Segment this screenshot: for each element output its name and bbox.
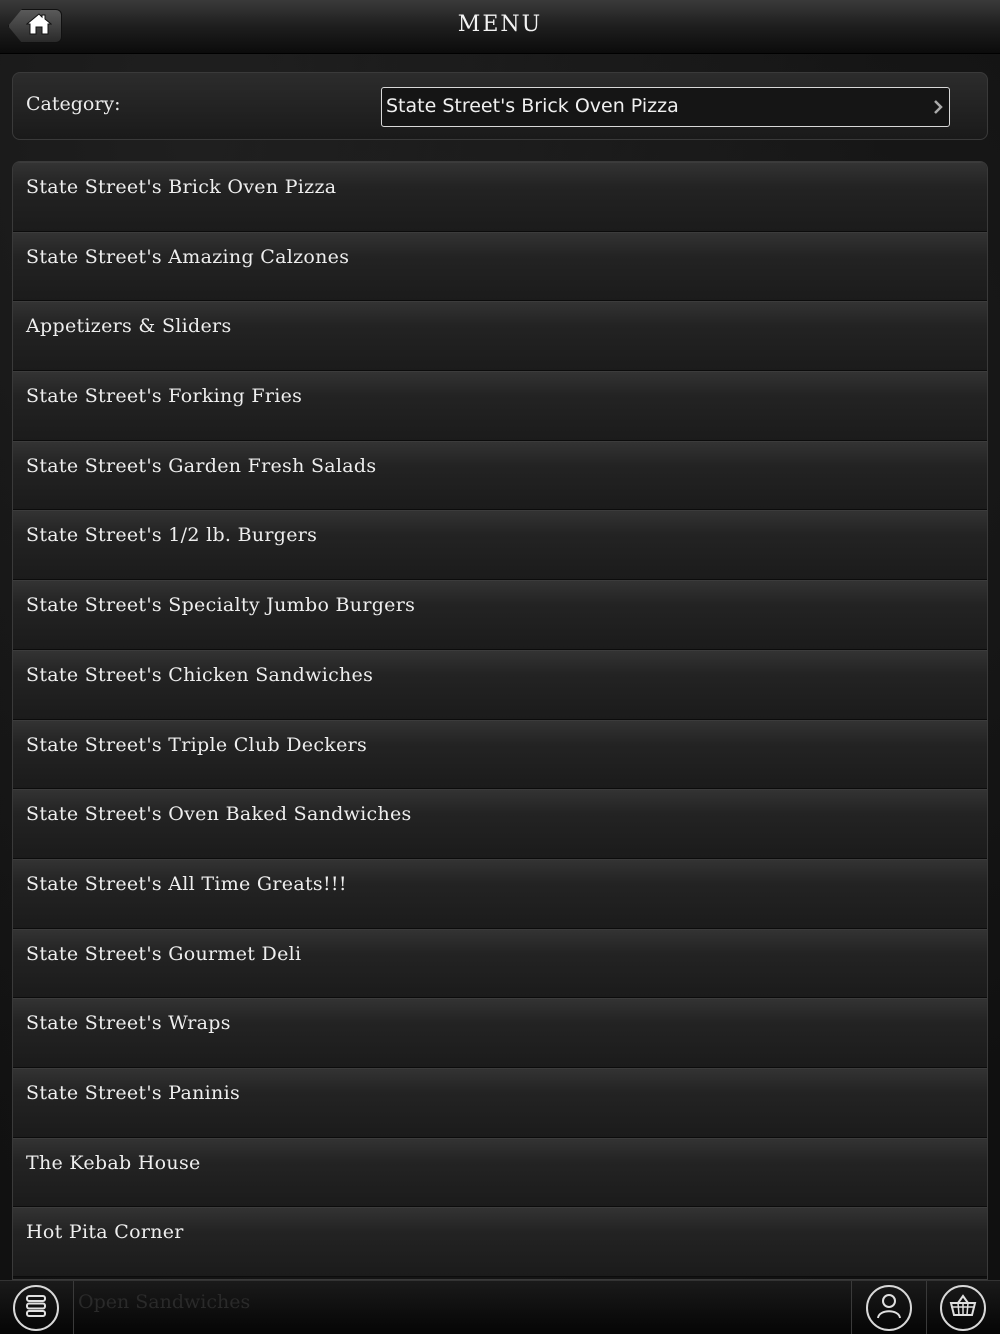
page-title: MENU <box>457 12 543 37</box>
list-item[interactable]: State Street's Triple Club Deckers <box>13 720 987 790</box>
list-item[interactable]: State Street's Wraps <box>13 998 987 1068</box>
toolbar-divider <box>851 1281 852 1334</box>
list-item[interactable]: State Street's Forking Fries <box>13 371 987 441</box>
category-panel <box>12 72 988 140</box>
user-icon <box>874 1291 904 1325</box>
list-item[interactable]: State Street's Chicken Sandwiches <box>13 650 987 720</box>
list-item[interactable]: The Kebab House <box>13 1138 987 1208</box>
account-button[interactable] <box>866 1285 912 1331</box>
category-dropdown[interactable] <box>381 87 950 127</box>
toolbar-divider <box>926 1281 927 1334</box>
top-navbar <box>0 0 1000 54</box>
list-item[interactable]: State Street's Oven Baked Sandwiches <box>13 789 987 859</box>
list-item[interactable]: State Street's All Time Greats!!! <box>13 859 987 929</box>
list-item[interactable]: State Street's Paninis <box>13 1068 987 1138</box>
list-item[interactable]: State Street's Gourmet Deli <box>13 929 987 999</box>
list-item[interactable]: State Street's 1/2 lb. Burgers <box>13 510 987 580</box>
stacked-menu-icon <box>21 1291 51 1325</box>
list-item[interactable]: State Street's Garden Fresh Salads <box>13 441 987 511</box>
list-item[interactable]: State Street's Brick Oven Pizza <box>13 162 987 232</box>
list-item[interactable]: State Street's Amazing Calzones <box>13 232 987 302</box>
bottom-toolbar <box>0 1280 1000 1334</box>
category-list <box>12 161 988 1280</box>
menu-button[interactable] <box>13 1285 59 1331</box>
partial-list-item: Open Sandwiches <box>78 1291 251 1313</box>
basket-icon <box>948 1291 978 1325</box>
list-item[interactable]: Appetizers & Sliders <box>13 301 987 371</box>
chevron-right-icon <box>931 96 945 118</box>
list-item[interactable]: State Street's Specialty Jumbo Burgers <box>13 580 987 650</box>
category-label: Category: <box>26 93 121 115</box>
cart-button[interactable] <box>940 1285 986 1331</box>
category-selected-value: State Street's Brick Oven Pizza <box>386 95 679 117</box>
list-item[interactable]: Hot Pita Corner <box>13 1207 987 1277</box>
toolbar-divider <box>73 1281 74 1334</box>
